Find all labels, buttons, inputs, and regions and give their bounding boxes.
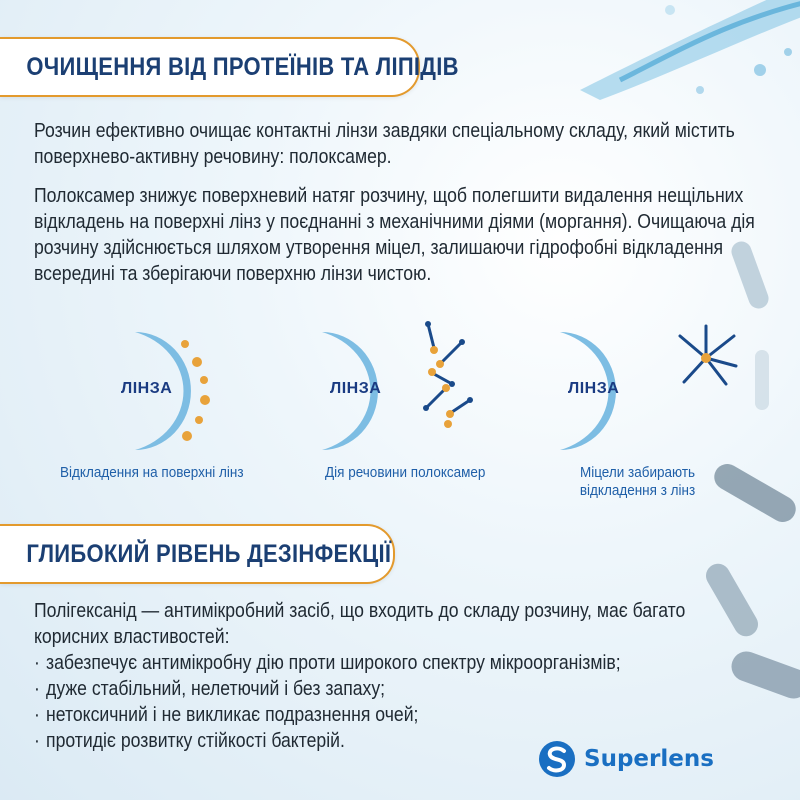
diagram-deposits bbox=[115, 322, 265, 457]
caption-deposits: Відкладення на поверхні лінз bbox=[60, 464, 244, 481]
list-item: · дуже стабільний, нелетючий і без запаху; bbox=[34, 677, 386, 700]
paragraph-intro: Розчин ефективно очищає контактні лінзи завдяки спеціальному складу, який містить поверхнево-активну речовину: полоксамер. bbox=[34, 119, 735, 168]
bullet-dot: · bbox=[34, 651, 40, 674]
superlens-logo-icon bbox=[538, 740, 576, 778]
diagram-micelles bbox=[560, 322, 710, 457]
lens-label: ЛІНЗА bbox=[121, 380, 173, 397]
properties-list bbox=[34, 650, 774, 754]
list-item: · протидіє розвитку стійкості бактерій. bbox=[34, 729, 345, 752]
bullet-dot: · bbox=[34, 677, 40, 700]
paragraph-polyhexanide: Полігексанід — антимікробний засіб, що входить до складу розчину, має багато корисних властивостей: bbox=[34, 599, 686, 648]
bullet-dot: · bbox=[34, 729, 40, 752]
section-header-disinfection bbox=[0, 524, 395, 584]
section-title-cleaning: ОЧИЩЕННЯ ВІД ПРОТЕЇНІВ ТА ЛІПІДІВ bbox=[26, 52, 459, 81]
caption-micelles-line1: Міцели забирають bbox=[579, 464, 696, 481]
list-item: · забезпечує антимікробну дію проти широкого спектру мікроорганізмів; bbox=[34, 651, 621, 674]
section-header-cleaning bbox=[0, 37, 459, 97]
bullet-dot: · bbox=[34, 703, 40, 726]
section-title-disinfection: ГЛИБОКИЙ РІВЕНЬ ДЕЗІНФЕКЦІЇ bbox=[26, 539, 392, 568]
caption-micelles-line2: відкладення з лінз bbox=[579, 482, 696, 499]
caption-poloxamer: Дія речовини полоксамер bbox=[325, 464, 486, 481]
brand-name: Superlens bbox=[584, 746, 714, 772]
lens-label: ЛІНЗА bbox=[568, 380, 620, 397]
caption-micelles bbox=[570, 464, 705, 500]
diagram-poloxamer-action bbox=[322, 322, 472, 457]
water-splash-decoration bbox=[560, 0, 800, 110]
paragraph-poloxamer: Полоксамер знижує поверхневий натяг розчину, щоб полегшити видалення нещільних відкладень на поверхні лінз у поєднанні з механічними діями (моргання). Очищаюча дія розчину здійснюється шляхом утворення міцел, залишаючи гідрофобні відкладення всередині та зберігаючи поверхню лінзи чистою. bbox=[34, 184, 755, 285]
lens-label: ЛІНЗА bbox=[330, 380, 382, 397]
list-item: · нетоксичний і не викликає подразнення очей; bbox=[34, 703, 419, 726]
superlens-logo bbox=[538, 740, 714, 778]
